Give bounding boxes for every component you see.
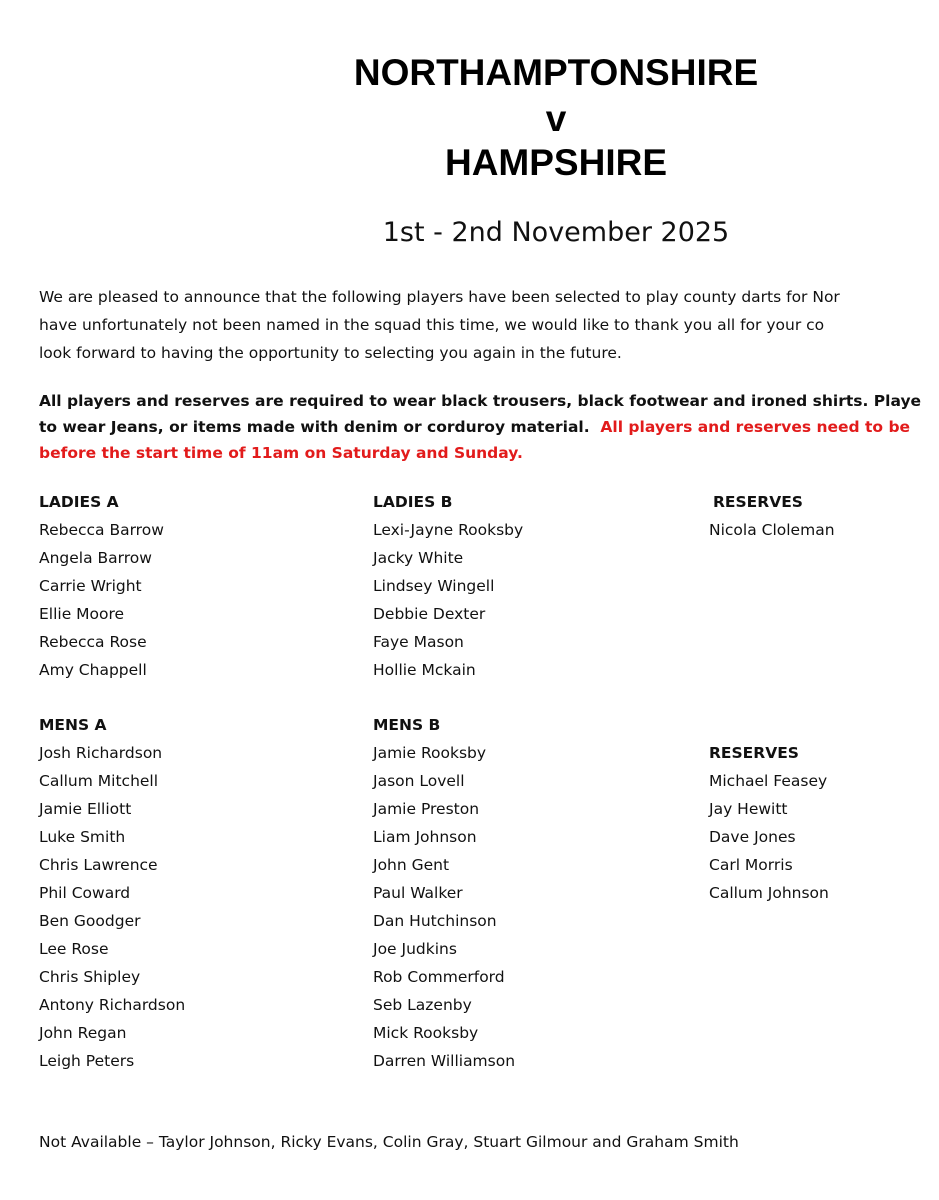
not-available-note: Not Available – Taylor Johnson, Ricky Evans, Colin Gray, Stuart Gilmour and Graham Smith [39,1133,739,1151]
dress-code-line [39,414,939,440]
arrival-notice-line: before the start time of 11am on Saturday and Sunday. [39,444,523,462]
player-name: Antony Richardson [39,996,186,1014]
intro-line: We are pleased to announce that the following players have been selected to play county darts for Nor [39,288,840,306]
player-name: Josh Richardson [39,744,163,762]
dress-code-text: to wear Jeans, or items made with denim or corduroy material. [39,418,590,436]
player-name: Rebecca Barrow [39,521,164,539]
team-heading: LADIES B [373,493,453,511]
player-name: Mick Rooksby [373,1024,479,1042]
player-name: Callum Mitchell [39,772,159,790]
player-name: Joe Judkins [373,940,457,958]
player-name: Rebecca Rose [39,633,147,651]
player-name: Luke Smith [39,828,126,846]
player-name: Jamie Elliott [39,800,132,818]
team-mens-reserves [709,739,829,907]
intro-paragraph [39,283,939,367]
player-name: Darren Williamson [373,1052,516,1070]
page-title-versus: v [545,98,567,139]
team-mens-a [39,711,185,1075]
player-name: Jamie Rooksby [373,744,487,762]
player-name: Angela Barrow [39,549,152,567]
player-name: Jason Lovell [373,772,465,790]
player-name: Jamie Preston [373,800,480,818]
player-name: Seb Lazenby [373,996,472,1014]
player-name: Lexi-Jayne Rooksby [373,521,524,539]
player-name: Chris Lawrence [39,856,158,874]
team-heading: LADIES A [39,493,119,511]
player-name: Lee Rose [39,940,109,958]
match-date: 1st - 2nd November 2025 [382,217,730,248]
dress-code-line: All players and reserves are required to wear black trousers, black footwear and ironed shirts. Playe [39,392,922,410]
player-name: Amy Chappell [39,661,147,679]
player-name: Debbie Dexter [373,605,486,623]
player-name: Hollie Mckain [373,661,476,679]
dress-code-paragraph [39,388,939,466]
page-title-hampshire: HAMPSHIRE [444,142,668,183]
player-name: Rob Commerford [373,968,505,986]
player-name: Phil Coward [39,884,131,902]
team-heading: MENS A [39,716,107,734]
player-name: Callum Johnson [709,884,829,902]
player-name: Dan Hutchinson [373,912,497,930]
intro-line: look forward to having the opportunity to selecting you again in the future. [39,344,622,362]
team-heading: MENS B [373,716,441,734]
player-name: Jay Hewitt [709,800,788,818]
team-ladies-a [39,488,164,684]
team-heading: RESERVES [713,493,803,511]
player-name: Lindsey Wingell [373,577,495,595]
player-name: Ellie Moore [39,605,125,623]
player-name: Leigh Peters [39,1052,135,1070]
player-name: Dave Jones [709,828,796,846]
team-ladies-reserves [709,488,835,544]
player-name: Faye Mason [373,633,464,651]
player-name: Carl Morris [709,856,793,874]
player-name: Ben Goodger [39,912,141,930]
player-name: Liam Johnson [373,828,477,846]
team-mens-b [373,711,515,1075]
player-name: John Gent [373,856,450,874]
team-heading: RESERVES [709,744,799,762]
page-title-northamptonshire: NORTHAMPTONSHIRE [353,52,759,93]
player-name: Jacky White [373,549,464,567]
team-ladies-b [373,488,523,684]
player-name: Chris Shipley [39,968,141,986]
arrival-notice: All players and reserves need to be [600,418,911,436]
player-name: John Regan [39,1024,127,1042]
intro-line: have unfortunately not been named in the squad this time, we would like to thank you all for your co [39,316,825,334]
player-name: Paul Walker [373,884,463,902]
player-name: Carrie Wright [39,577,142,595]
player-name: Nicola Cloleman [709,521,835,539]
player-name: Michael Feasey [709,772,828,790]
